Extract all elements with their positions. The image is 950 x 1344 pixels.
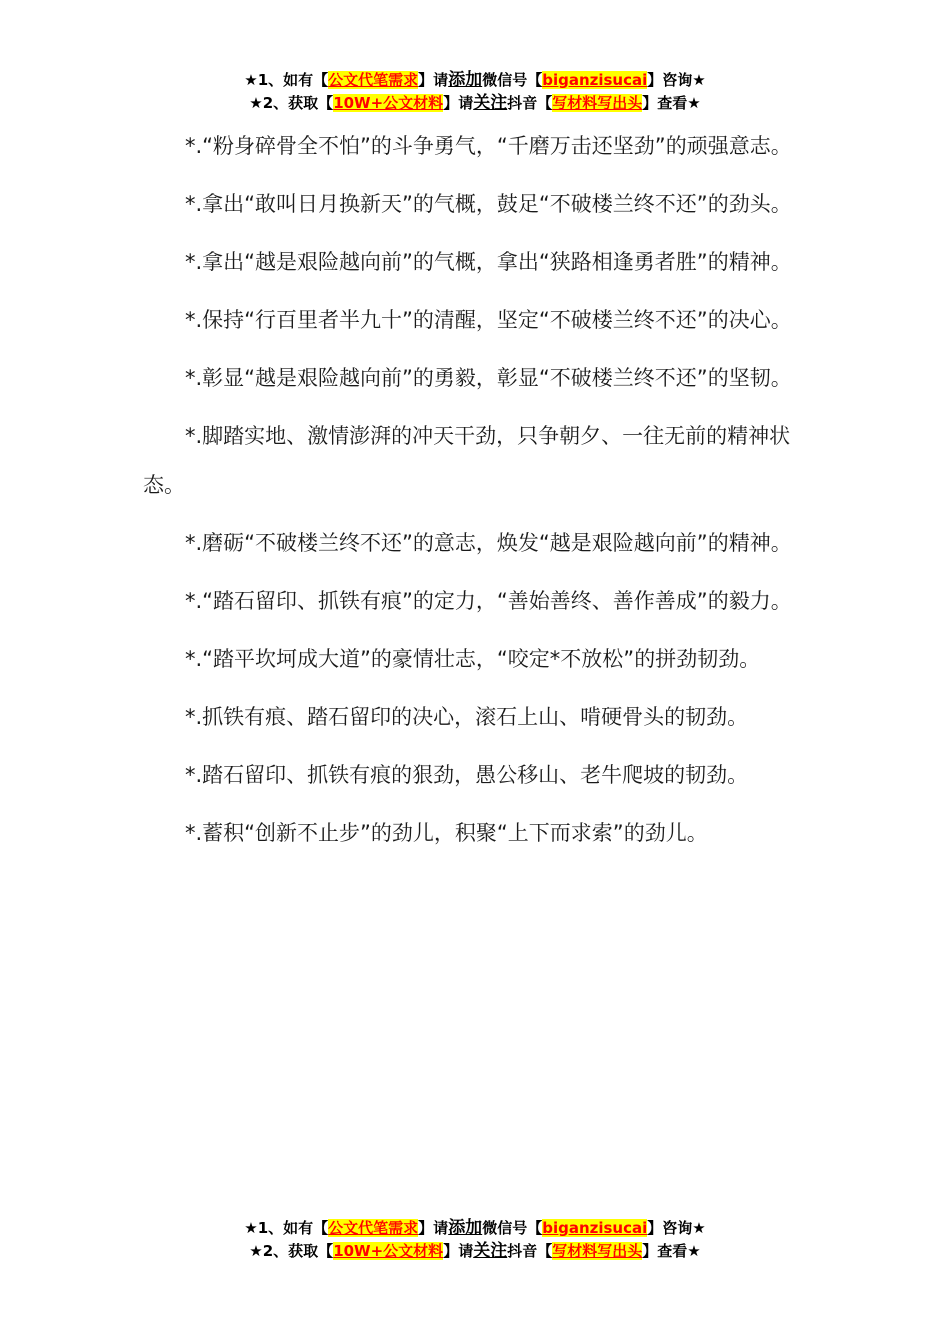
banner-text: 抖音【 [507, 94, 553, 112]
banner-text: 】请 [418, 71, 449, 89]
banner-text: ★2、获取【 [249, 1242, 334, 1260]
banner-emphasis: 关注 [473, 1241, 508, 1261]
document-body [143, 122, 823, 867]
highlight-wechat-id: biganzisucai [542, 1219, 648, 1237]
banner-line-materials [0, 92, 950, 115]
header-banner [0, 69, 950, 115]
paragraph: *.拿出“敢叫日月换新天”的气概，鼓足“不破楼兰终不还”的劲头。 [185, 192, 792, 216]
paragraph: *.“粉身碎骨全不怕”的斗争勇气，“千磨万击还坚劲”的顽强意志。 [185, 134, 792, 158]
highlight-ghostwriting: 公文代笔需求 [328, 1219, 419, 1237]
paragraph: *.拿出“越是艰险越向前”的气概，拿出“狭路相逢勇者胜”的精神。 [185, 250, 792, 274]
paragraph: *.踏石留印、抓铁有痕的狠劲，愚公移山、老牛爬坡的韧劲。 [185, 763, 749, 787]
paragraph: *.脚踏实地、激情澎湃的冲天干劲，只争朝夕、一往无前的精神状态。 [143, 424, 791, 497]
highlight-materials: 10W+公文材料 [333, 94, 444, 112]
banner-text: 】请 [418, 1219, 449, 1237]
banner-text: 微信号【 [482, 71, 543, 89]
footer-banner [0, 1217, 950, 1263]
paragraph: *.“踏石留印、抓铁有痕”的定力，“善始善终、善作善成”的毅力。 [185, 589, 792, 613]
highlight-douyin-account: 写材料写出头 [552, 1242, 643, 1260]
highlight-wechat-id: biganzisucai [542, 71, 648, 89]
banner-text: 】请 [443, 1242, 474, 1260]
banner-text: 抖音【 [507, 1242, 553, 1260]
banner-text: 】查看★ [642, 94, 701, 112]
banner-text: ★2、获取【 [249, 94, 334, 112]
banner-line-consult [0, 1217, 950, 1240]
banner-text: 】查看★ [642, 1242, 701, 1260]
paragraph: *.磨砺“不破楼兰终不还”的意志，焕发“越是艰险越向前”的精神。 [185, 531, 792, 555]
paragraph: *.蓄积“创新不止步”的劲儿，积聚“上下而求索”的劲儿。 [185, 821, 708, 845]
banner-emphasis: 添加 [448, 70, 483, 90]
banner-text: 】请 [443, 94, 474, 112]
banner-line-materials [0, 1240, 950, 1263]
banner-line-consult [0, 69, 950, 92]
banner-emphasis: 添加 [448, 1218, 483, 1238]
paragraph: *.“踏平坎坷成大道”的豪情壮志，“咬定*不放松”的拼劲韧劲。 [185, 647, 761, 671]
banner-text: ★1、如有【 [244, 71, 329, 89]
banner-text: 】咨询★ [647, 1219, 706, 1237]
paragraph: *.彰显“越是艰险越向前”的勇毅，彰显“不破楼兰终不还”的坚韧。 [185, 366, 792, 390]
banner-emphasis: 关注 [473, 93, 508, 113]
banner-text: 微信号【 [482, 1219, 543, 1237]
highlight-ghostwriting: 公文代笔需求 [328, 71, 419, 89]
highlight-materials: 10W+公文材料 [333, 1242, 444, 1260]
paragraph: *.保持“行百里者半九十”的清醒，坚定“不破楼兰终不还”的决心。 [185, 308, 792, 332]
paragraph: *.抓铁有痕、踏石留印的决心，滚石上山、啃硬骨头的韧劲。 [185, 705, 749, 729]
banner-text: ★1、如有【 [244, 1219, 329, 1237]
highlight-douyin-account: 写材料写出头 [552, 94, 643, 112]
banner-text: 】咨询★ [647, 71, 706, 89]
